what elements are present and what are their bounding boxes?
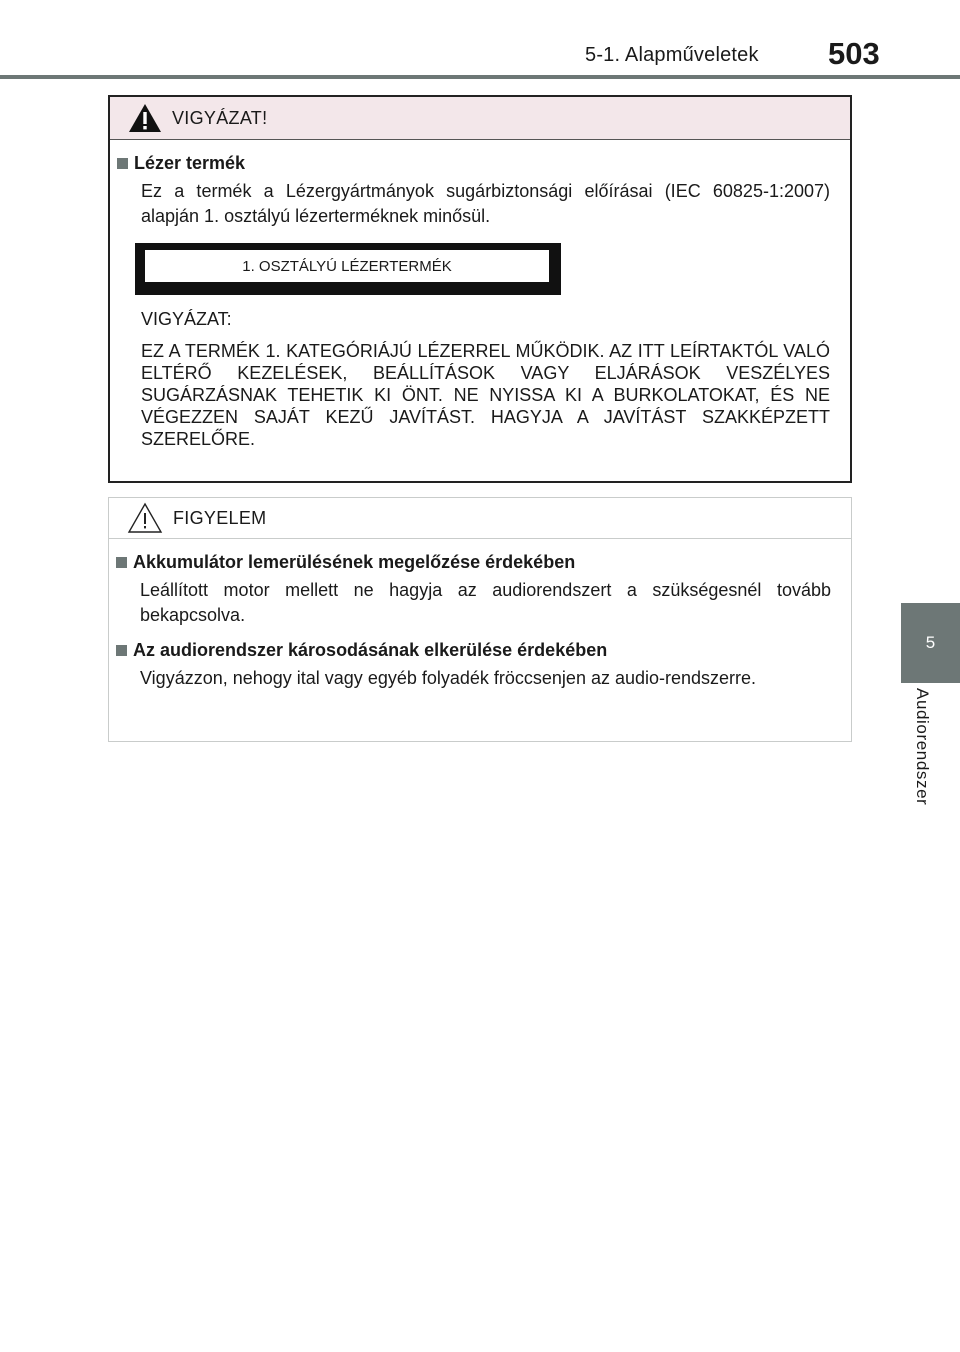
item-heading [117,153,830,174]
section-title: 5-1. Alapműveletek [585,44,759,66]
item-paragraph: Vigyázzon, nehogy ital vagy egyéb folyadék fröccsenjen az audio-rendszerre. [140,668,757,688]
item-heading [116,552,831,573]
laser-label-bracket [553,243,561,295]
chapter-tab: 5 [901,603,960,683]
laser-class-label-text: 1. OSZTÁLYÚ LÉZERTERMÉK [145,250,549,282]
notice-box-title: FIGYELEM [173,507,267,528]
caution-word: VIGYÁZAT: [141,309,232,329]
warning-box [108,95,852,483]
square-bullet-icon [116,645,127,656]
item-heading-text: Az audiorendszer károsodásának elkerülése érdekében [133,640,608,660]
item-heading [116,640,831,661]
square-bullet-icon [116,557,127,568]
chapter-label: Audiorendszer [913,688,932,806]
notice-box-header [109,498,851,539]
warning-triangle-icon [128,103,162,133]
item-paragraph: Ez a termék a Lézergyártmányok sugárbiztonsági előírásai (IEC 60825-1:2007) alapján 1. osztályú lézerterméknek minősül. [141,181,830,226]
item-heading-text: Lézer termék [134,153,246,173]
item-paragraph: Leállított motor mellett ne hagyja az audiorendszert a szükségesnél tovább bekapcsolva. [140,580,831,625]
page-number: 503 [828,36,880,71]
notice-box-body [109,539,851,691]
square-bullet-icon [117,158,128,169]
caution-triangle-icon [127,502,163,534]
header-rule [0,75,960,79]
warning-box-header [110,97,850,140]
notice-box [108,497,852,742]
caution-text: EZ A TERMÉK 1. KATEGÓRIÁJÚ LÉZERREL MŰKÖDIK. AZ ITT LEÍRTAKTÓL VALÓ ELTÉRŐ KEZELÉSEK, BEÁLLÍTÁSOK VAGY ELJÁRÁSOK VESZÉLYES SUGÁRZÁSNAK TEHETIK KI ÖNT. NE NYISSA KI A BURKOLATOKAT, ÉS NE VÉGEZZEN SAJÁT KEZŰ JAVÍTÁST. HAGYJA A JAVÍTÁST SZAKKÉPZETT SZERELŐRE. [141,341,830,449]
item-heading-text: Akkumulátor lemerülésének megelőzése érdekében [133,552,576,572]
warning-box-title: VIGYÁZAT! [172,107,268,128]
laser-class-label [135,243,555,295]
warning-box-body [110,140,850,450]
